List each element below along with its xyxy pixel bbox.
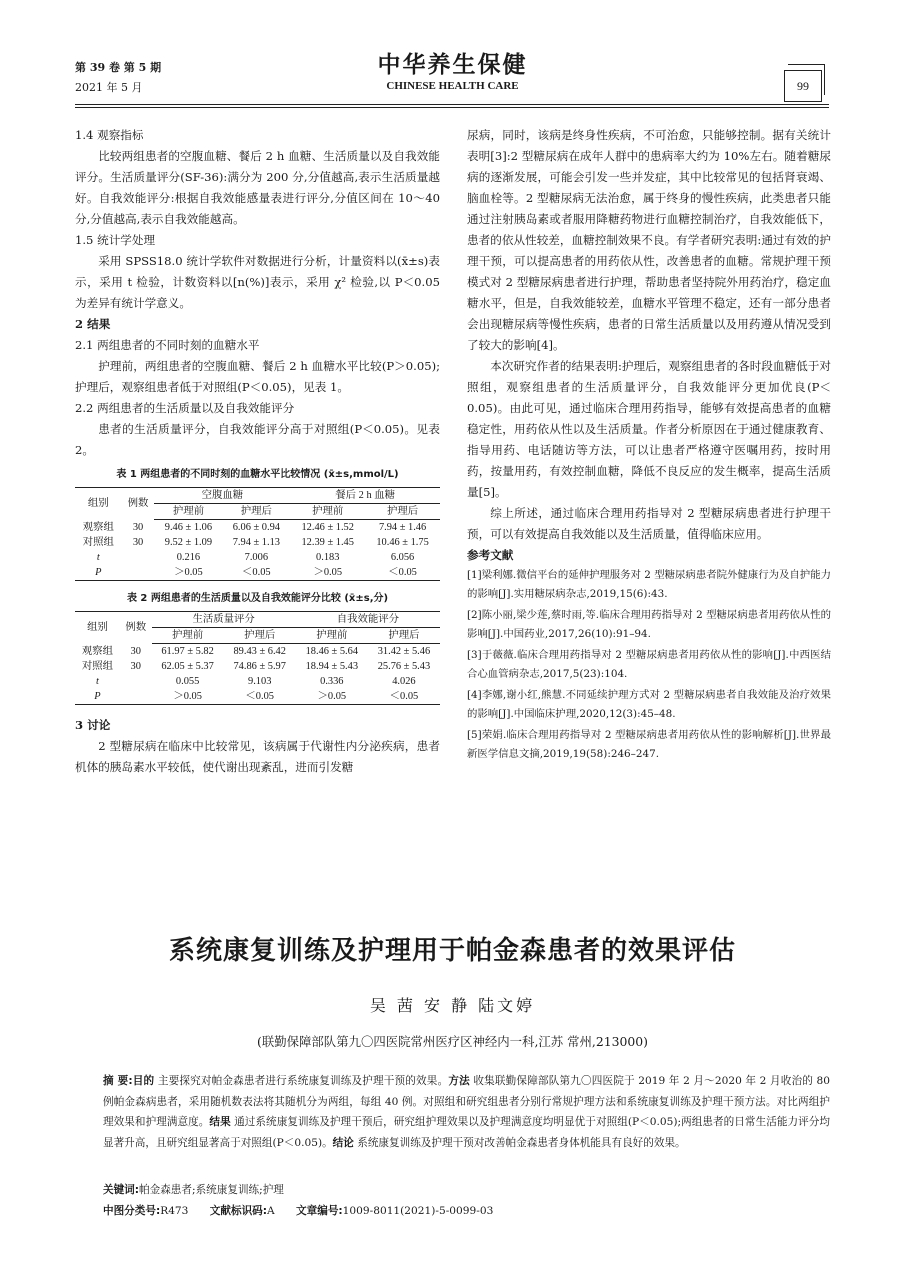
- col-header: 护理前: [154, 504, 222, 520]
- table-row: [75, 689, 440, 705]
- cell: P: [75, 565, 122, 581]
- table-row: [75, 565, 440, 581]
- table-2: [75, 591, 440, 705]
- header-rule-thin: [75, 107, 829, 108]
- data-table: [75, 487, 440, 581]
- section-heading: 2.1 两组患者的不同时刻的血糖水平: [75, 338, 260, 352]
- col-header: 例数: [122, 488, 155, 520]
- cell: 4.026: [392, 676, 416, 687]
- article-number-value: 1009-8011(2021)-5-0099-03: [342, 1205, 494, 1217]
- cell: 6.06 ± 0.94: [232, 522, 280, 533]
- cell: ＞0.05: [152, 689, 224, 705]
- cell: 7.94 ± 1.46: [378, 522, 427, 533]
- col-header: 组别: [75, 612, 120, 644]
- result-text: 通过系统康复训练及护理干预后，研究组护理效果以及护理满意度均明显优于对照组(P＜0.05);两组患者的日常生活能力评分均显著升高，且研究组显著高于对照组(P＜0.05)。: [103, 1116, 831, 1149]
- journal-title: 中华养生保健: [377, 51, 528, 78]
- table-row: [75, 550, 440, 565]
- references-list: [467, 566, 831, 764]
- cell: [122, 550, 155, 565]
- col-header: 组别: [75, 488, 122, 520]
- col-header: 护理后: [365, 504, 440, 520]
- col-group-header: 空腹血糖: [154, 488, 290, 504]
- keywords-text: 帕金森患者;系统康复训练;护理: [139, 1184, 284, 1196]
- col-group-header: 餐后 2 h 血糖: [290, 488, 440, 504]
- cell: 0.216: [176, 552, 201, 563]
- right-column: [467, 125, 831, 766]
- table-caption: 表 2 两组患者的生活质量以及自我效能评分比较 (x̄±s,分): [126, 593, 389, 604]
- header-rule: [75, 104, 829, 105]
- paragraph: 本次研究作者的结果表明:护理后，观察组患者的各时段血糖低于对照组，观察组患者的生活质量评分，自我效能评分更加优良(P＜0.05)。由此可见，通过临床合理用药指导，能够有效提高患者的血糖稳定性，用药依从性以及生活质量。作者分析原因在于通过健康教育、指导用药、电话随访等方法，可以让患者严格遵守医嘱用药，按时用药，按量用药，有效控制血糖，降低不良反应的发生概率，提高生活质量[5]。: [467, 359, 831, 499]
- cell: 7.006: [244, 552, 269, 563]
- cell: [120, 689, 152, 705]
- reference-item: [1]梁利娜.微信平台的延伸护理服务对 2 型糖尿病患者院外健康行为及自护能力的影响[J].实用糖尿病杂志,2019,15(6):43.: [467, 569, 831, 600]
- cell: 9.46 ± 1.06: [164, 522, 213, 533]
- cell: [122, 565, 155, 581]
- reference-item: [5]荣娟.临床合理用药指导对 2 型糖尿病患者用药依从性的影响解析[J].世界最新医学信息文摘,2019,19(58):246–247.: [467, 729, 831, 760]
- paragraph: 尿病，同时，该病是终身性疾病，不可治愈，只能够控制。据有关统计表明[3]:2 型糖尿病在成年人群中的患病率大约为 10%左右。随着糖尿病的逐渐发展，可能会引发一些并发症，其中比较常见的包括肾衰竭、脑血栓等。2 型糖尿病无法治愈，属于终身的慢性疾病，此类患者只能通过注射胰岛素或者服用降糖药物进行血糖控制治疗，自我效能低下，患者的依从性较差，血糖控制效果不良。有学者研究表明:通过有效的护理干预，可以提高患者的用药依从性，改善患者的血糖。常规护理干预模式对 2 型糖尿病患者进行护理，帮助患者坚持院外用药治疗，稳定血糖水平，但是，自我效能较差，血糖水平管理不稳定，还有一部分患者会出现糖尿病等慢性疾病，患者的日常生活质量以及用药遵从情况受到了较大的影响[4]。: [467, 128, 831, 352]
- cell: ＜0.05: [224, 689, 296, 705]
- table-row: [75, 659, 440, 674]
- cell: 30: [132, 537, 144, 548]
- reference-item: [4]李娜,谢小红,熊慧.不同延续护理方式对 2 型糖尿病患者自我效能及治疗效果的影响[J].中国临床护理,2020,12(3):45–48.: [467, 689, 831, 720]
- paragraph: 比较两组患者的空腹血糖、餐后 2 h 血糖、生活质量以及自我效能评分。生活质量评分(SF-36):满分为 200 分,分值越高,表示生活质量越好。自我效能评分:根据自我效能感量表进行评分,分值区间在 10～40 分,分值越高,表示自我效能越高。: [75, 149, 440, 226]
- cell: ＜0.05: [222, 565, 290, 581]
- page-header: [0, 0, 905, 110]
- col-header: 护理后: [224, 628, 296, 644]
- table-1: [75, 467, 440, 581]
- cell: 0.183: [316, 552, 340, 563]
- col-header: 护理前: [152, 628, 224, 644]
- method-text: 收集联勤保障部队第九〇四医院于 2019 年 2 月～2020 年 2 月收治的 80 例帕金森病患者，采用随机数表法将其随机分为两组，每组 40 例。对照组和研究组患者分别行常规护理方法和系统康复训练及护理干预方法。对比两组护理效果和护理满意度。: [103, 1075, 830, 1128]
- cell: 62.05 ± 5.37: [161, 661, 214, 672]
- col-header: 例数: [120, 612, 152, 644]
- cell: ＜0.05: [365, 565, 440, 581]
- cell: ＞0.05: [296, 689, 368, 705]
- table-row: [75, 674, 440, 689]
- cell: ＜0.05: [368, 689, 440, 705]
- section-heading: 2 结果: [75, 317, 111, 331]
- cell: 6.056: [390, 552, 415, 563]
- cell: 89.43 ± 6.42: [233, 646, 286, 657]
- cell: 30: [132, 521, 144, 533]
- abstract-label: 摘 要:: [103, 1075, 133, 1087]
- conclusion-label: 结论: [332, 1136, 354, 1149]
- table-row: [75, 644, 440, 660]
- journal-subtitle: CHINESE HEALTH CARE: [386, 80, 519, 92]
- cell: 31.42 ± 5.46: [377, 646, 431, 657]
- reference-item: [2]陈小丽,梁少莲,蔡时雨,等.临床合理用药指导对 2 型糖尿病患者用药依从性的影响[J].中国药业,2017,26(10):91–94.: [467, 609, 831, 640]
- cell: 9.52 ± 1.09: [164, 537, 213, 548]
- cell: 12.46 ± 1.52: [301, 522, 354, 533]
- cell: 18.46 ± 5.64: [305, 646, 359, 657]
- cell: 对照组: [82, 537, 114, 548]
- article-abstract: [103, 1071, 830, 1153]
- article-title: 系统康复训练及护理用于帕金森患者的效果评估: [168, 936, 736, 966]
- cell: t: [96, 676, 99, 687]
- cell: 0.336: [320, 676, 344, 687]
- cell: 9.103: [248, 676, 272, 687]
- cell: 10.46 ± 1.75: [376, 537, 429, 548]
- article-number-label: 文章编号:: [296, 1205, 343, 1217]
- cell: ＞0.05: [290, 565, 365, 581]
- section-heading: 1.5 统计学处理: [75, 233, 156, 247]
- section-heading: 1.4 观察指标: [75, 128, 144, 142]
- col-group-header: 生活质量评分: [152, 612, 296, 628]
- cell: 30: [130, 661, 141, 672]
- aim-text: 主要探究对帕金森患者进行系统康复训练及护理干预的效果。: [154, 1075, 449, 1087]
- paragraph: 护理前，两组患者的空腹血糖、餐后 2 h 血糖水平比较(P＞0.05);护理后，观察组患者低于对照组(P＜0.05)，见表 1。: [75, 359, 440, 394]
- paragraph: 患者的生活质量评分，自我效能评分高于对照组(P＜0.05)。见表 2。: [75, 422, 440, 457]
- references-heading: 参考文献: [467, 548, 514, 562]
- cell: P: [75, 689, 120, 705]
- conclusion-text: 系统康复训练及护理干预对改善帕金森患者身体机能具有良好的效果。: [353, 1136, 686, 1149]
- section-heading: 3 讨论: [75, 718, 111, 732]
- paragraph: 综上所述，通过临床合理用药指导对 2 型糖尿病患者进行护理干预，可以有效提高自我效能以及生活质量，值得临床应用。: [467, 506, 831, 541]
- table-row: [75, 535, 440, 550]
- cell: 30: [130, 645, 141, 657]
- issue-date: 2021 年 5 月: [75, 81, 143, 94]
- reference-item: [3]于薇薇.临床合理用药指导对 2 型糖尿病患者用药依从性的影响[J].中西医结合心血管病杂志,2017,5(23):104.: [467, 649, 831, 680]
- table-caption: 表 1 两组患者的不同时刻的血糖水平比较情况 (x̄±s,mmol/L): [116, 469, 399, 480]
- keywords-line: [103, 1180, 830, 1200]
- article-affiliation: (联勤保障部队第九〇四医院常州医疗区神经内一科,江苏 常州,213000): [257, 1034, 648, 1049]
- doc-code-value: A: [267, 1205, 275, 1217]
- cell: 74.86 ± 5.97: [233, 661, 286, 672]
- cell: 12.39 ± 1.45: [301, 537, 354, 548]
- cell: 0.055: [175, 676, 200, 687]
- col-header: 护理后: [368, 628, 440, 644]
- cell: ＞0.05: [154, 565, 222, 581]
- volume-issue: 第 39 卷 第 5 期: [75, 61, 162, 74]
- table-row: [75, 520, 440, 536]
- page-number: 99: [784, 70, 822, 102]
- data-table: [75, 611, 440, 705]
- method-label: 方法: [448, 1075, 470, 1087]
- cell: [120, 674, 152, 689]
- cell: 观察组: [82, 521, 114, 533]
- result-label: 结果: [209, 1116, 231, 1128]
- left-column: [75, 125, 440, 778]
- paragraph: 2 型糖尿病在临床中比较常见，该病属于代谢性内分泌疾病，患者机体的胰岛素水平较低，使代谢出现紊乱，进而引发糖: [75, 739, 440, 774]
- clc-value: R473: [160, 1205, 189, 1217]
- section-heading: 2.2 两组患者的生活质量以及自我效能评分: [75, 401, 295, 415]
- cell: 18.94 ± 5.43: [305, 661, 359, 672]
- paragraph: 采用 SPSS18.0 统计学软件对数据进行分析，计量资料以(x̄±s)表示，采用 t 检验，计数资料以[n(%)]表示，采用 χ² 检验,以 P＜0.05 为差异有统计学意义。: [75, 254, 440, 310]
- doc-code-label: 文献标识码:: [209, 1205, 268, 1217]
- aim-label: 目的: [132, 1075, 155, 1087]
- cell: 61.97 ± 5.82: [161, 646, 214, 657]
- cell: 对照组: [81, 661, 114, 672]
- col-header: 护理前: [296, 628, 368, 644]
- cell: t: [96, 552, 100, 563]
- cell: 观察组: [81, 645, 114, 657]
- col-header: 护理后: [222, 504, 290, 520]
- col-group-header: 自我效能评分: [296, 612, 440, 628]
- classification-line: [103, 1201, 830, 1221]
- clc-label: 中图分类号:: [103, 1205, 161, 1217]
- article-authors: 吴 茜 安 静 陆文婷: [369, 996, 536, 1015]
- col-header: 护理前: [290, 504, 365, 520]
- keywords-label: 关键词:: [103, 1184, 140, 1196]
- cell: 7.94 ± 1.13: [232, 537, 280, 548]
- cell: 25.76 ± 5.43: [377, 661, 431, 672]
